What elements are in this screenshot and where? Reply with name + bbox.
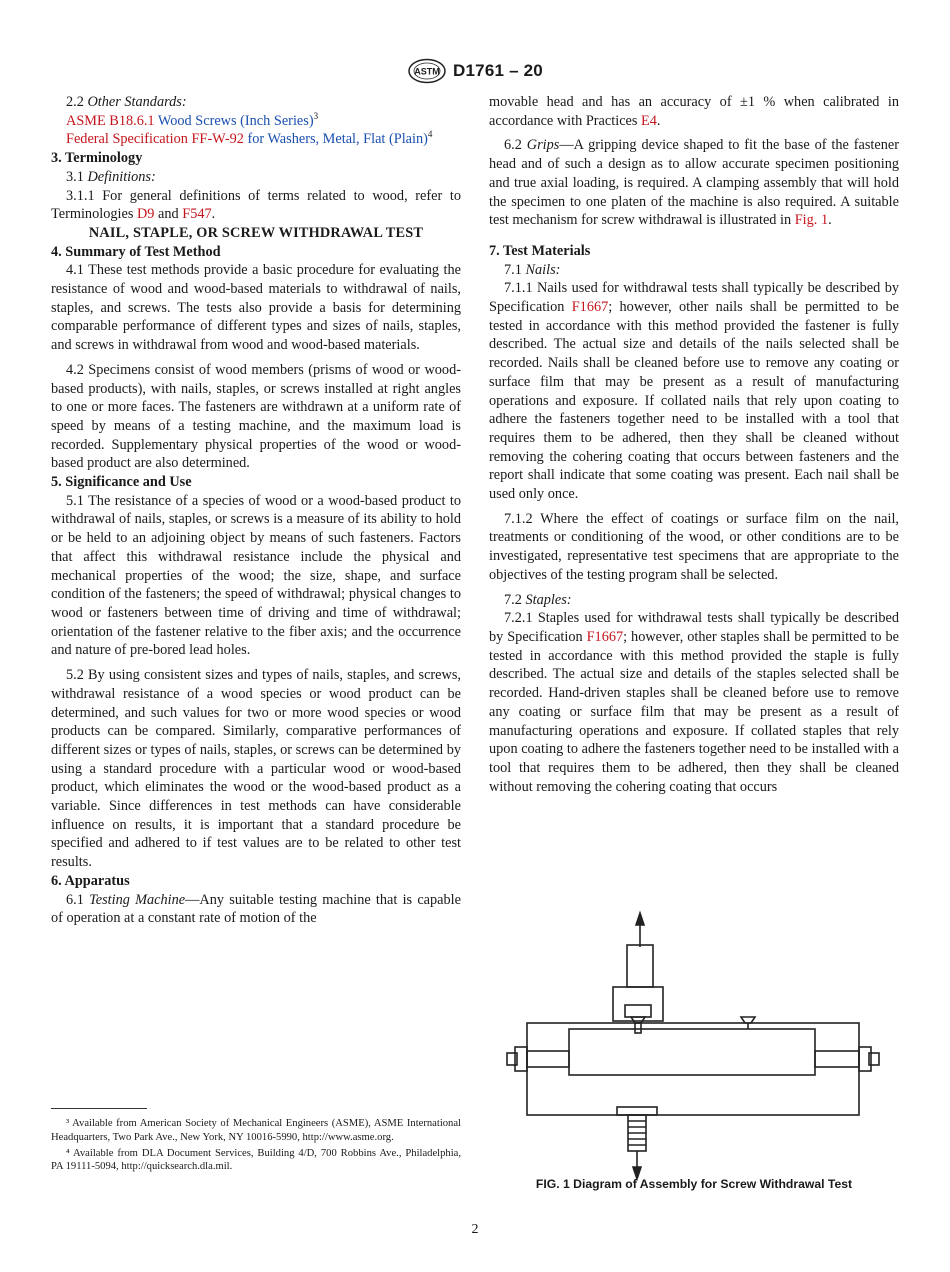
document-designation: D1761 – 20 (453, 61, 543, 80)
figure-caption: FIG. 1 Diagram of Assembly for Screw Withdrawal Test (535, 1177, 853, 1191)
section-5-2: 5.2 By using consistent sizes and types of nails, staples, and screws, withdrawal resistance of a wood species or wood product can be determined, and such values for two or more wood species or wood products can be compared. Similarly, comparative performances of different sizes or types of nails, staples, or screws can be determined by using a standard procedure with a particular wood or wood-based product, which eliminates the wood or the wood-based product as a variable. Since differences in test methods can have considerable influence on results, it is important that a standard procedure be specified and adhered to if test values are to be related to other test results. (51, 667, 461, 871)
section-4-2: 4.2 Specimens consist of wood members (prisms of wood or wood-based products), with nails, staples, or screws installed at right angles to one or more faces. The fasteners are withdrawn at a uniform rate of speed by means of a testing machine, and the maximum load is recorded. Supplementary physical properties of the wood or wood-based product are also determined. (51, 361, 461, 472)
federal-spec-title-link[interactable]: for Washers, Metal, Flat (Plain) (247, 131, 428, 148)
reference-federal-spec: Federal Specification FF-W-92 for Washers, Metal, Flat (Plain)$^4$ (66, 129, 433, 148)
svg-text:ASTM: ASTM (414, 66, 440, 77)
section-6-2: 6.2 Grips—A gripping device shaped to fit the base of the fastener head and of such a design as to allow accurate specimen positioning and true axial loading, is required. A clamping assembly that will hold the specimen to one platen of the machine is also required. A suitable test mechanism for screw withdrawal is illustrated in Fig. 1. (489, 137, 899, 229)
page-number: 2 (471, 1222, 479, 1237)
footnote-4: ⁴ Available from DLA Document Services, Building 4/D, 700 Robbins Ave., Philadelphia, PA 19111-5094, http://quicksearch.dla.mil. (51, 1147, 461, 1173)
frame-outer (527, 1023, 859, 1115)
e4-link[interactable]: E4 (641, 112, 657, 129)
footnotes (51, 1117, 461, 1176)
section-5-1: 5.1 The resistance of a species of wood or a wood-based product to withdrawal of nails, staples, or screws is a measure of its ability to hold or be held to an adjoining object by means of such fasteners. Factors that affect this withdrawal resistance include the physical and mechanical properties of the wood; the size, shape, and surface condition of the fasteners; the speed of withdrawal; physical changes to wood or fasteners between time of driving and time of withdrawal; orientation of the fastener relative to the fiber axis; and the occurrence and nature of pre-bored lead holes. (51, 492, 461, 659)
section-4-heading: 4. Summary of Test Method (51, 243, 221, 260)
asme-title-link[interactable]: Wood Screws (Inch Series) (157, 112, 314, 129)
section-3-1-1: 3.1.1 For general definitions of terms related to wood, refer to Terminologies D9 and F547. (51, 187, 461, 223)
wood-specimen (569, 1029, 815, 1075)
section-7-1-1: 7.1.1 Nails used for withdrawal tests shall typically be described by Specification F1667; however, other nails shall be permitted to be tested in accordance with this method provided the fastener is fully described. The actual size and details of the nails selected shall be recorded. Nails shall be cleaned before use to remove any coating or surface film that may be present as a result of manufacturing operations and exposure. If collated nails that rely upon coating to adhere the fasteners together need to be installed with a tool that requires them to be adhered, then they shall be cleaned without removing the cohering coating that occurs between fasteners and the report shall indicate that some coating was present. Each nail shall be used only once. (489, 280, 899, 503)
footnote-divider (51, 1108, 147, 1109)
specimen-screw-head (741, 1017, 755, 1023)
federal-spec-link[interactable]: Federal Specification FF-W-92 (66, 131, 244, 148)
grip-slot (625, 1005, 651, 1017)
section-5-heading: 5. Significance and Use (51, 474, 192, 491)
screw-withdrawal-assembly-diagram (505, 905, 885, 1185)
section-7-2-1: 7.2.1 Staples used for withdrawal tests shall typically be described by Specification F1667; however, other staples shall be permitted to be tested in accordance with this method provided the staple is fully described. The actual size and details of the staples selected shall be recorded. Hand-driven staples shall be cleaned before use to remove any coating or surface film that may be present as a result of manufacturing operations and exposure. If collated staples that rely upon coating to adhere the fasteners together need to be installed with a tool that requires them to be adhered, then they shall be cleaned without removing the cohering coating that occurs (489, 610, 899, 795)
f1667-link-nails[interactable]: F1667 (571, 299, 609, 316)
grip-screw-head (631, 1017, 645, 1023)
section-7-1-2: 7.1.2 Where the effect of coatings or surface film on the nail, treatments or conditioning of the wood, or other conditions are to be investigated, representative test specimens that are appropriate to the objectives of the testing program shall be selected. (489, 510, 899, 583)
section-6-heading: 6. Apparatus (51, 872, 130, 889)
f1667-link-staples[interactable]: F1667 (586, 628, 624, 645)
section-3-1: 3.1 Definitions: (66, 168, 156, 185)
section-6-1: 6.1 Testing Machine—Any suitable testing machine that is capable of operation at a constant rate of motion of the (51, 891, 461, 927)
upper-grip-block (613, 987, 663, 1021)
fig-1-link[interactable]: Fig. 1 (794, 212, 829, 229)
main-section-heading: NAIL, STAPLE, OR SCREW WITHDRAWAL TEST (88, 224, 424, 241)
asme-link[interactable]: ASME B18.6.1 (66, 112, 155, 129)
reference-asme: ASME B18.6.1 Wood Screws (Inch Series)$^3$ (66, 110, 319, 129)
section-7-1: 7.1 Nails: (504, 261, 561, 278)
right-column (489, 93, 899, 796)
upper-arrow-head (636, 913, 644, 925)
left-bolt-inner (527, 1051, 569, 1067)
section-7-2: 7.2 Staples: (504, 591, 572, 608)
section-4-1: 4.1 These test methods provide a basic procedure for evaluating the resistance of wood and wood-based materials to withdrawal of nails, staples, and screws. The tests also provide a basis for determining comparable performance of different types and sizes of nails, staples, and screws in withdrawal from wood and wood-based materials. (51, 262, 461, 354)
section-2-2: 2.2 Other Standards: (66, 94, 187, 110)
section-6-1-continued: movable head and has an accuracy of ±1 % when calibrated in accordance with Practices E4. (489, 94, 899, 129)
left-column (51, 93, 461, 928)
page-header (0, 56, 950, 86)
footnote-3: ³ Available from American Society of Mechanical Engineers (ASME), ASME International Headquarters, Two Park Ave., New York, NY 10016-5990, http://www.asme.org. (51, 1118, 461, 1143)
lower-mount (617, 1107, 657, 1115)
section-3-heading: 3. Terminology (51, 150, 143, 167)
upper-rod (627, 945, 653, 987)
section-7-heading: 7. Test Materials (489, 242, 591, 259)
right-bolt-inner (815, 1051, 859, 1067)
grip-screw-shank (635, 1023, 641, 1033)
f547-link[interactable]: F547 (182, 206, 212, 223)
d9-link[interactable]: D9 (136, 206, 155, 223)
astm-logo-icon (407, 58, 447, 84)
